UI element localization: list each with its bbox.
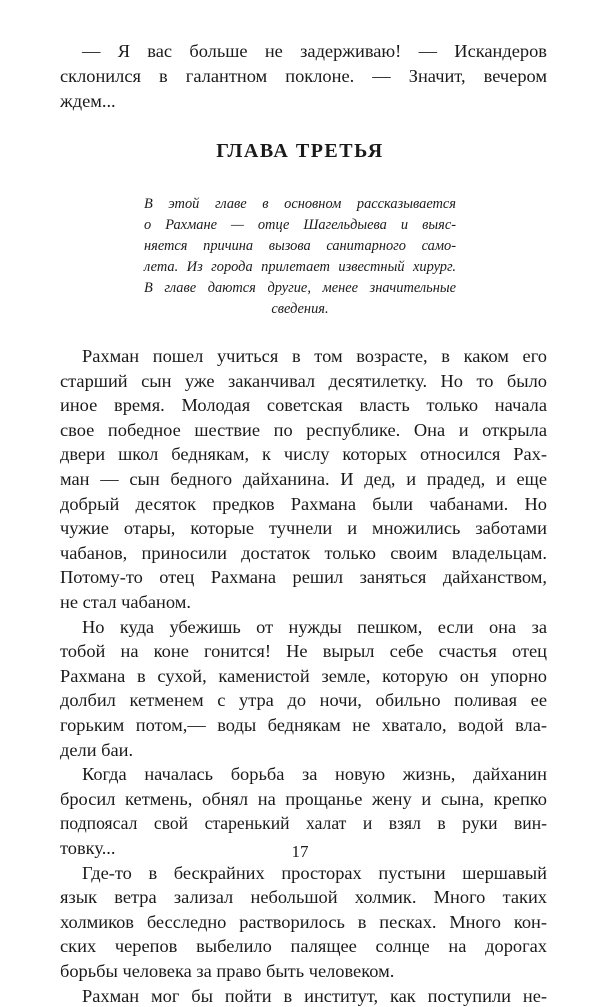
body-line: старший сын уже заканчивал десятилетку. Но то было xyxy=(60,371,547,391)
body-line: бросил кетмень, обнял на прощанье жену и сына, крепко xyxy=(60,789,547,809)
body-line: Когда началась борьба за новую жизнь, дайханин xyxy=(82,764,547,784)
summary-line: В главе даются другие, менее значительные xyxy=(144,280,456,296)
body-line: Рахман пошел учиться в том возрасте, в каком его xyxy=(82,346,547,366)
body-line: долбил кетменем с утра до ночи, обильно поливая ее xyxy=(60,690,547,710)
body-line: чужие отары, которые тучнели и множились заботами xyxy=(60,518,547,538)
body-line: иное время. Молодая советская власть только начала xyxy=(60,395,547,415)
body-line: Потому-то отец Рахмана решил заняться дайханством, xyxy=(60,567,547,587)
summary-line: сведения. xyxy=(271,301,329,317)
body-line: подпоясал свой старенький халат и взял в руки вин- xyxy=(60,813,547,833)
summary-line: В этой главе в основном рассказывается xyxy=(144,196,456,212)
body-line: Но куда убежишь от нужды пешком, если она за xyxy=(82,617,547,637)
body-line: не стал чабаном. xyxy=(60,592,191,612)
body-line: дели баи. xyxy=(60,740,134,760)
body-line: язык ветра зализал небольшой холмик. Много таких xyxy=(60,887,547,907)
summary-line: няется причина вызова санитарного само- xyxy=(144,238,456,254)
body-line: двери школ беднякам, к числу которых относился Рах- xyxy=(60,444,547,464)
body-line: тобой на коне гонится! Не вырыл себе счастья отец xyxy=(60,641,547,661)
body-line: добрый десяток предков Рахмана были чабанами. Но xyxy=(60,494,547,514)
body-line: Рахман мог бы пойти в институт, как поступили не- xyxy=(82,986,547,1006)
page-number: 17 xyxy=(291,842,309,861)
summary-line: о Рахмане — отце Шагельдыева и выяс- xyxy=(144,217,456,233)
opening-line: склонился в галантном поклоне. — Значит, вечером xyxy=(60,66,547,86)
body-line: горьким потом,— воды беднякам не хватало, водой вла- xyxy=(60,715,547,735)
body-line: Где-то в бескрайних просторах пустыни шершавый xyxy=(82,863,547,883)
body-line: товку... xyxy=(60,838,116,858)
opening-line: ждем... xyxy=(60,91,116,111)
body-line: свое победное шествие по республике. Она и открыла xyxy=(60,420,547,440)
opening-line: — Я вас больше не задерживаю! — Искандеров xyxy=(82,41,547,61)
body-line: Рахмана в сухой, каменистой земле, которую он упорно xyxy=(60,666,547,686)
body-line: борьбы человека за право быть человеком. xyxy=(60,961,395,981)
body-line: чабанов, приносили достаток только своим владельцам. xyxy=(60,543,547,563)
body-line: ских черепов выбелило палящее солнце на дорогах xyxy=(60,936,547,956)
body-line: холмиков бесследно растворилось в песках. Много кон- xyxy=(60,912,547,932)
body-line: ман — сын бедного дайханина. И дед, и прадед, и еще xyxy=(60,469,547,489)
summary-line: лета. Из города прилетает известный хирург. xyxy=(144,259,456,275)
chapter-title: ГЛАВА ТРЕТЬЯ xyxy=(216,140,384,162)
